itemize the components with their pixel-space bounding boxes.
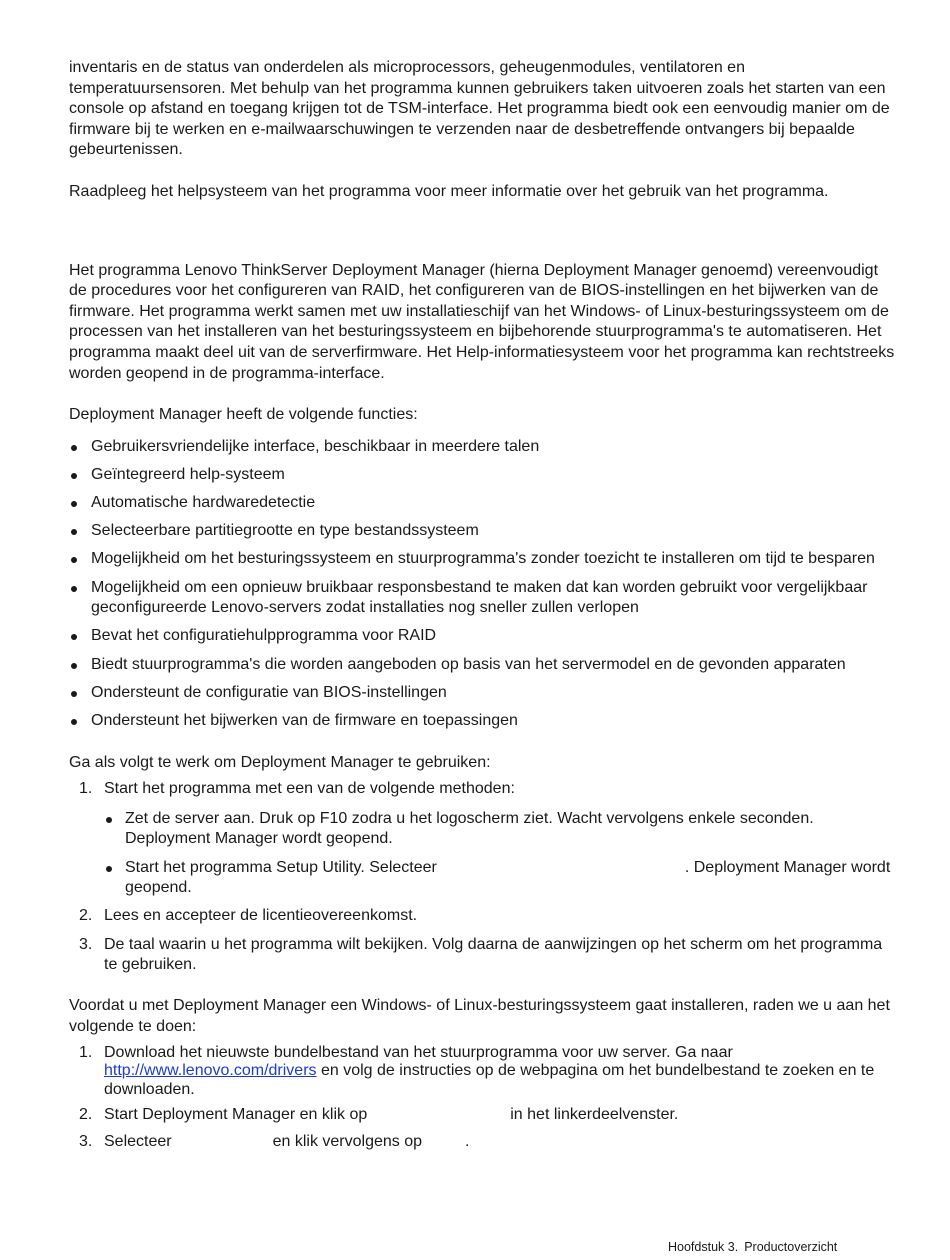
install-step-3 xyxy=(69,1132,899,1153)
list-item: Gebruikersvriendelijke interface, beschikbaar in meerdere talen xyxy=(69,437,899,458)
install-step-2 xyxy=(69,1105,899,1126)
list-item: Selecteerbare partitiegrootte en type bestandssysteem xyxy=(69,521,899,542)
step-text: . xyxy=(465,1132,470,1150)
step-number: 1. xyxy=(79,780,93,798)
list-item: Mogelijkheid om een opnieuw bruikbaar responsbestand te maken dat kan worden gebruikt voor vergelijkbaar geconfigureerde Lenovo-servers zodat installaties nog sneller zullen verlopen xyxy=(69,578,899,619)
step-number: 3. xyxy=(79,1132,93,1150)
step-text: in het linkerdeelvenster. xyxy=(510,1106,679,1124)
section-gap xyxy=(69,203,899,261)
step-text: en klik vervolgens op xyxy=(272,1132,423,1150)
install-steps xyxy=(69,1044,899,1153)
list-item: Zet de server aan. Druk op F10 zodra u het logoscherm ziet. Wacht vervolgens enkele seconden. Deployment Manager wordt geopend. xyxy=(104,809,899,850)
list-item: Ondersteunt het bijwerken van de firmware en toepassingen xyxy=(69,711,899,732)
step-number: 1. xyxy=(79,1043,93,1061)
install-intro: Voordat u met Deployment Manager een Windows- of Linux-besturingssysteem gaat installeren, raden we u aan het volgende te doen: xyxy=(69,997,890,1035)
help-paragraph: Raadpleeg het helpsysteem van het programma voor meer informatie over het gebruik van het programma. xyxy=(69,182,829,200)
step-text: De taal waarin u het programma wilt bekijken. Volg daarna de aanwijzingen op het scherm om het programma te gebruiken. xyxy=(104,935,883,974)
step-number: 3. xyxy=(79,935,93,953)
list-item: Mogelijkheid om het besturingssysteem en stuurprogramma's zonder toezicht te installeren om tijd te besparen xyxy=(69,549,899,570)
step-text: Selecteer xyxy=(104,1132,172,1150)
section-gap xyxy=(69,983,899,996)
list-item: Ondersteunt de configuratie van BIOS-instellingen xyxy=(69,683,899,704)
list-item xyxy=(104,858,899,899)
usage-steps xyxy=(69,779,899,976)
install-step-1 xyxy=(69,1044,899,1100)
method-text-end: . Deployment Manager wordt geopend. xyxy=(125,858,891,897)
list-item: Biedt stuurprogramma's die worden aangeboden op basis van het servermodel en de gevonden apparaten xyxy=(69,655,899,676)
usage-step-2 xyxy=(69,906,899,927)
step-text: Start Deployment Manager en klik op xyxy=(104,1106,368,1124)
usage-step-3 xyxy=(69,935,899,976)
list-item: Bevat het configuratiehulpprogramma voor RAID xyxy=(69,626,899,647)
step-text: Lees en accepteer de licentieovereenkomst. xyxy=(104,907,418,925)
drivers-link[interactable]: http://www.lenovo.com/drivers xyxy=(104,1062,317,1080)
start-methods-list xyxy=(104,809,899,899)
step-text: Start het programma met een van de volgende methoden: xyxy=(104,780,515,798)
step-text: Download het nieuwste bundelbestand van het stuurprogramma voor uw server. Ga naar xyxy=(104,1043,733,1061)
page-footer xyxy=(668,1240,837,1254)
step-text: en volg de instructies op de webpagina om het bundelbestand te zoeken en te downloaden. xyxy=(104,1062,875,1098)
usage-intro: Ga als volgt te werk om Deployment Manager te gebruiken: xyxy=(69,753,491,771)
method-text-start: Start het programma Setup Utility. Selecteer xyxy=(125,858,437,876)
step-number: 2. xyxy=(79,1106,93,1124)
list-item: Geïntegreerd help-systeem xyxy=(69,465,899,486)
list-item: Automatische hardwaredetectie xyxy=(69,493,899,514)
intro-paragraph: inventaris en de status van onderdelen als microprocessors, geheugenmodules, ventilatoren en temperatuursensoren. Met behulp van het programma kunnen gebruikers taken uitvoeren zoals het starten van een console op afstand en toegang krijgen tot de TSM-interface. Het programma biedt ook een eenvoudig manier om de firmware bij te werken en e-mailwaarschuwingen te verzenden naar de desbetreffende ontvangers bij bepaalde gebeurtenissen. xyxy=(69,59,890,159)
document-page xyxy=(69,58,899,1158)
footer-chapter: Hoofdstuk 3. xyxy=(668,1240,739,1254)
deployment-manager-intro: Het programma Lenovo ThinkServer Deployment Manager (hierna Deployment Manager genoemd) vereenvoudigt de procedures voor het configureren van RAID, het configureren van de BIOS-instellingen en het bijwerken van de firmware. Het programma werkt samen met uw installatieschijf van het Windows- of Linux-besturingssysteem om de processen van het installeren van het besturingssysteem en bijbehorende stuurprogramma's te automatiseren. Het programma maakt deel uit van de serverfirmware. Het Help-informatiesysteem voor het programma kan rechtstreeks worden geopend in de programma-interface. xyxy=(69,261,895,382)
features-intro: Deployment Manager heeft de volgende functies: xyxy=(69,406,418,424)
usage-step-1 xyxy=(69,779,899,899)
step-number: 2. xyxy=(79,907,93,925)
features-list xyxy=(69,437,899,732)
footer-title: Productoverzicht xyxy=(744,1240,838,1254)
